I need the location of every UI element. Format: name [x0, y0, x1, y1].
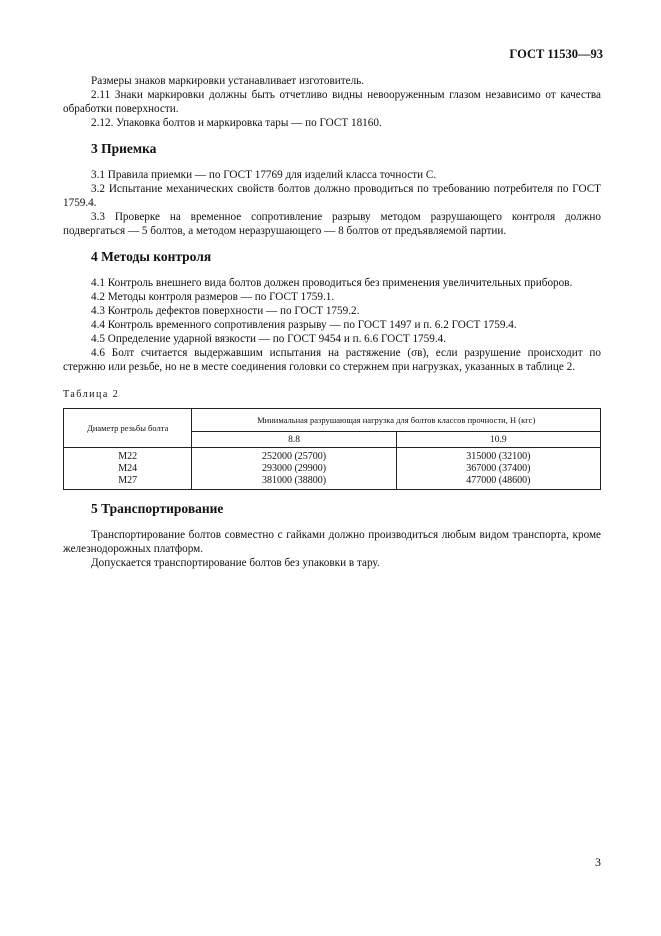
page-content: [63, 74, 601, 570]
paragraph-3-1: 3.1 Правила приемки — по ГОСТ 17769 для изделий класса точности С.: [91, 169, 437, 181]
section-title-control-methods: 4 Методы контроля: [91, 249, 212, 264]
table-row: [64, 475, 601, 490]
section-title-transportation: 5 Транспортирование: [91, 501, 224, 516]
cell-load-10-9: 477000 (48600): [396, 475, 600, 490]
table-header-diameter: Диаметр резьбы болта: [64, 409, 192, 448]
paragraph-4-4: 4.4 Контроль временного сопротивления разрыву — по ГОСТ 1497 и п. 6.2 ГОСТ 1759.4.: [91, 319, 517, 331]
table-header-class-8-8: 8.8: [192, 432, 396, 448]
paragraph-marking-size: Размеры знаков маркировки устанавливает изготовитель.: [91, 75, 365, 87]
table-2-title: Таблица 2: [63, 389, 120, 400]
cell-load-8-8: 293000 (29900): [192, 463, 396, 475]
paragraph-4-3: 4.3 Контроль дефектов поверхности — по ГОСТ 1759.2.: [91, 305, 360, 317]
paragraph-3-3: 3.3 Проверке на временное сопротивление разрыву методом разрушающего контроля должно подвергаться — 5 болтов, а методом неразрушающего — 8 болтов от предъявляемой партии.: [63, 211, 601, 237]
cell-load-10-9: 367000 (37400): [396, 463, 600, 475]
paragraph-transport-1: Транспортирование болтов совместно с гайками должно производиться любым видом транспорта, кроме железнодорожных платформ.: [63, 529, 601, 555]
document-code-header: ГОСТ 11530—93: [509, 47, 603, 61]
paragraph-3-2: 3.2 Испытание механических свойств болтов должно проводиться по требованию потребителя по ГОСТ 1759.4.: [63, 183, 601, 209]
table-row: [64, 463, 601, 475]
paragraph-4-2: 4.2 Методы контроля размеров — по ГОСТ 1759.1.: [91, 291, 335, 303]
table-header-class-10-9: 10.9: [396, 432, 600, 448]
cell-load-10-9: 315000 (32100): [396, 448, 600, 464]
paragraph-4-6: 4.6 Болт считается выдержавшим испытания на растяжение (σв), если разрушение происходит по стержню или резьбе, но не в месте соединения головки со стержнем при нагрузках, указанных в таблице 2.: [63, 347, 601, 373]
page-number: 3: [595, 855, 601, 869]
section-title-acceptance: 3 Приемка: [91, 141, 157, 156]
cell-load-8-8: 381000 (38800): [192, 475, 396, 490]
paragraph-4-5: 4.5 Определение ударной вязкости — по ГОСТ 9454 и п. 6.6 ГОСТ 1759.4.: [91, 333, 447, 345]
paragraph-4-1: 4.1 Контроль внешнего вида болтов должен проводиться без применения увеличительных приборов.: [91, 277, 573, 289]
table-row: [64, 448, 601, 464]
cell-diameter: М22: [64, 448, 192, 464]
table-header-min-load: Минимальная разрушающая нагрузка для болтов классов прочности, Н (кгс): [192, 409, 601, 432]
cell-diameter: М24: [64, 463, 192, 475]
paragraph-transport-2: Допускается транспортирование болтов без упаковки в тару.: [91, 557, 380, 569]
paragraph-2-12: 2.12. Упаковка болтов и маркировка тары — по ГОСТ 18160.: [91, 117, 382, 129]
paragraph-2-11: 2.11 Знаки маркировки должны быть отчетливо видны невооруженным глазом независимо от качества обработки поверхности.: [63, 89, 601, 115]
cell-load-8-8: 252000 (25700): [192, 448, 396, 464]
table-2: [63, 408, 601, 490]
cell-diameter: М27: [64, 475, 192, 490]
